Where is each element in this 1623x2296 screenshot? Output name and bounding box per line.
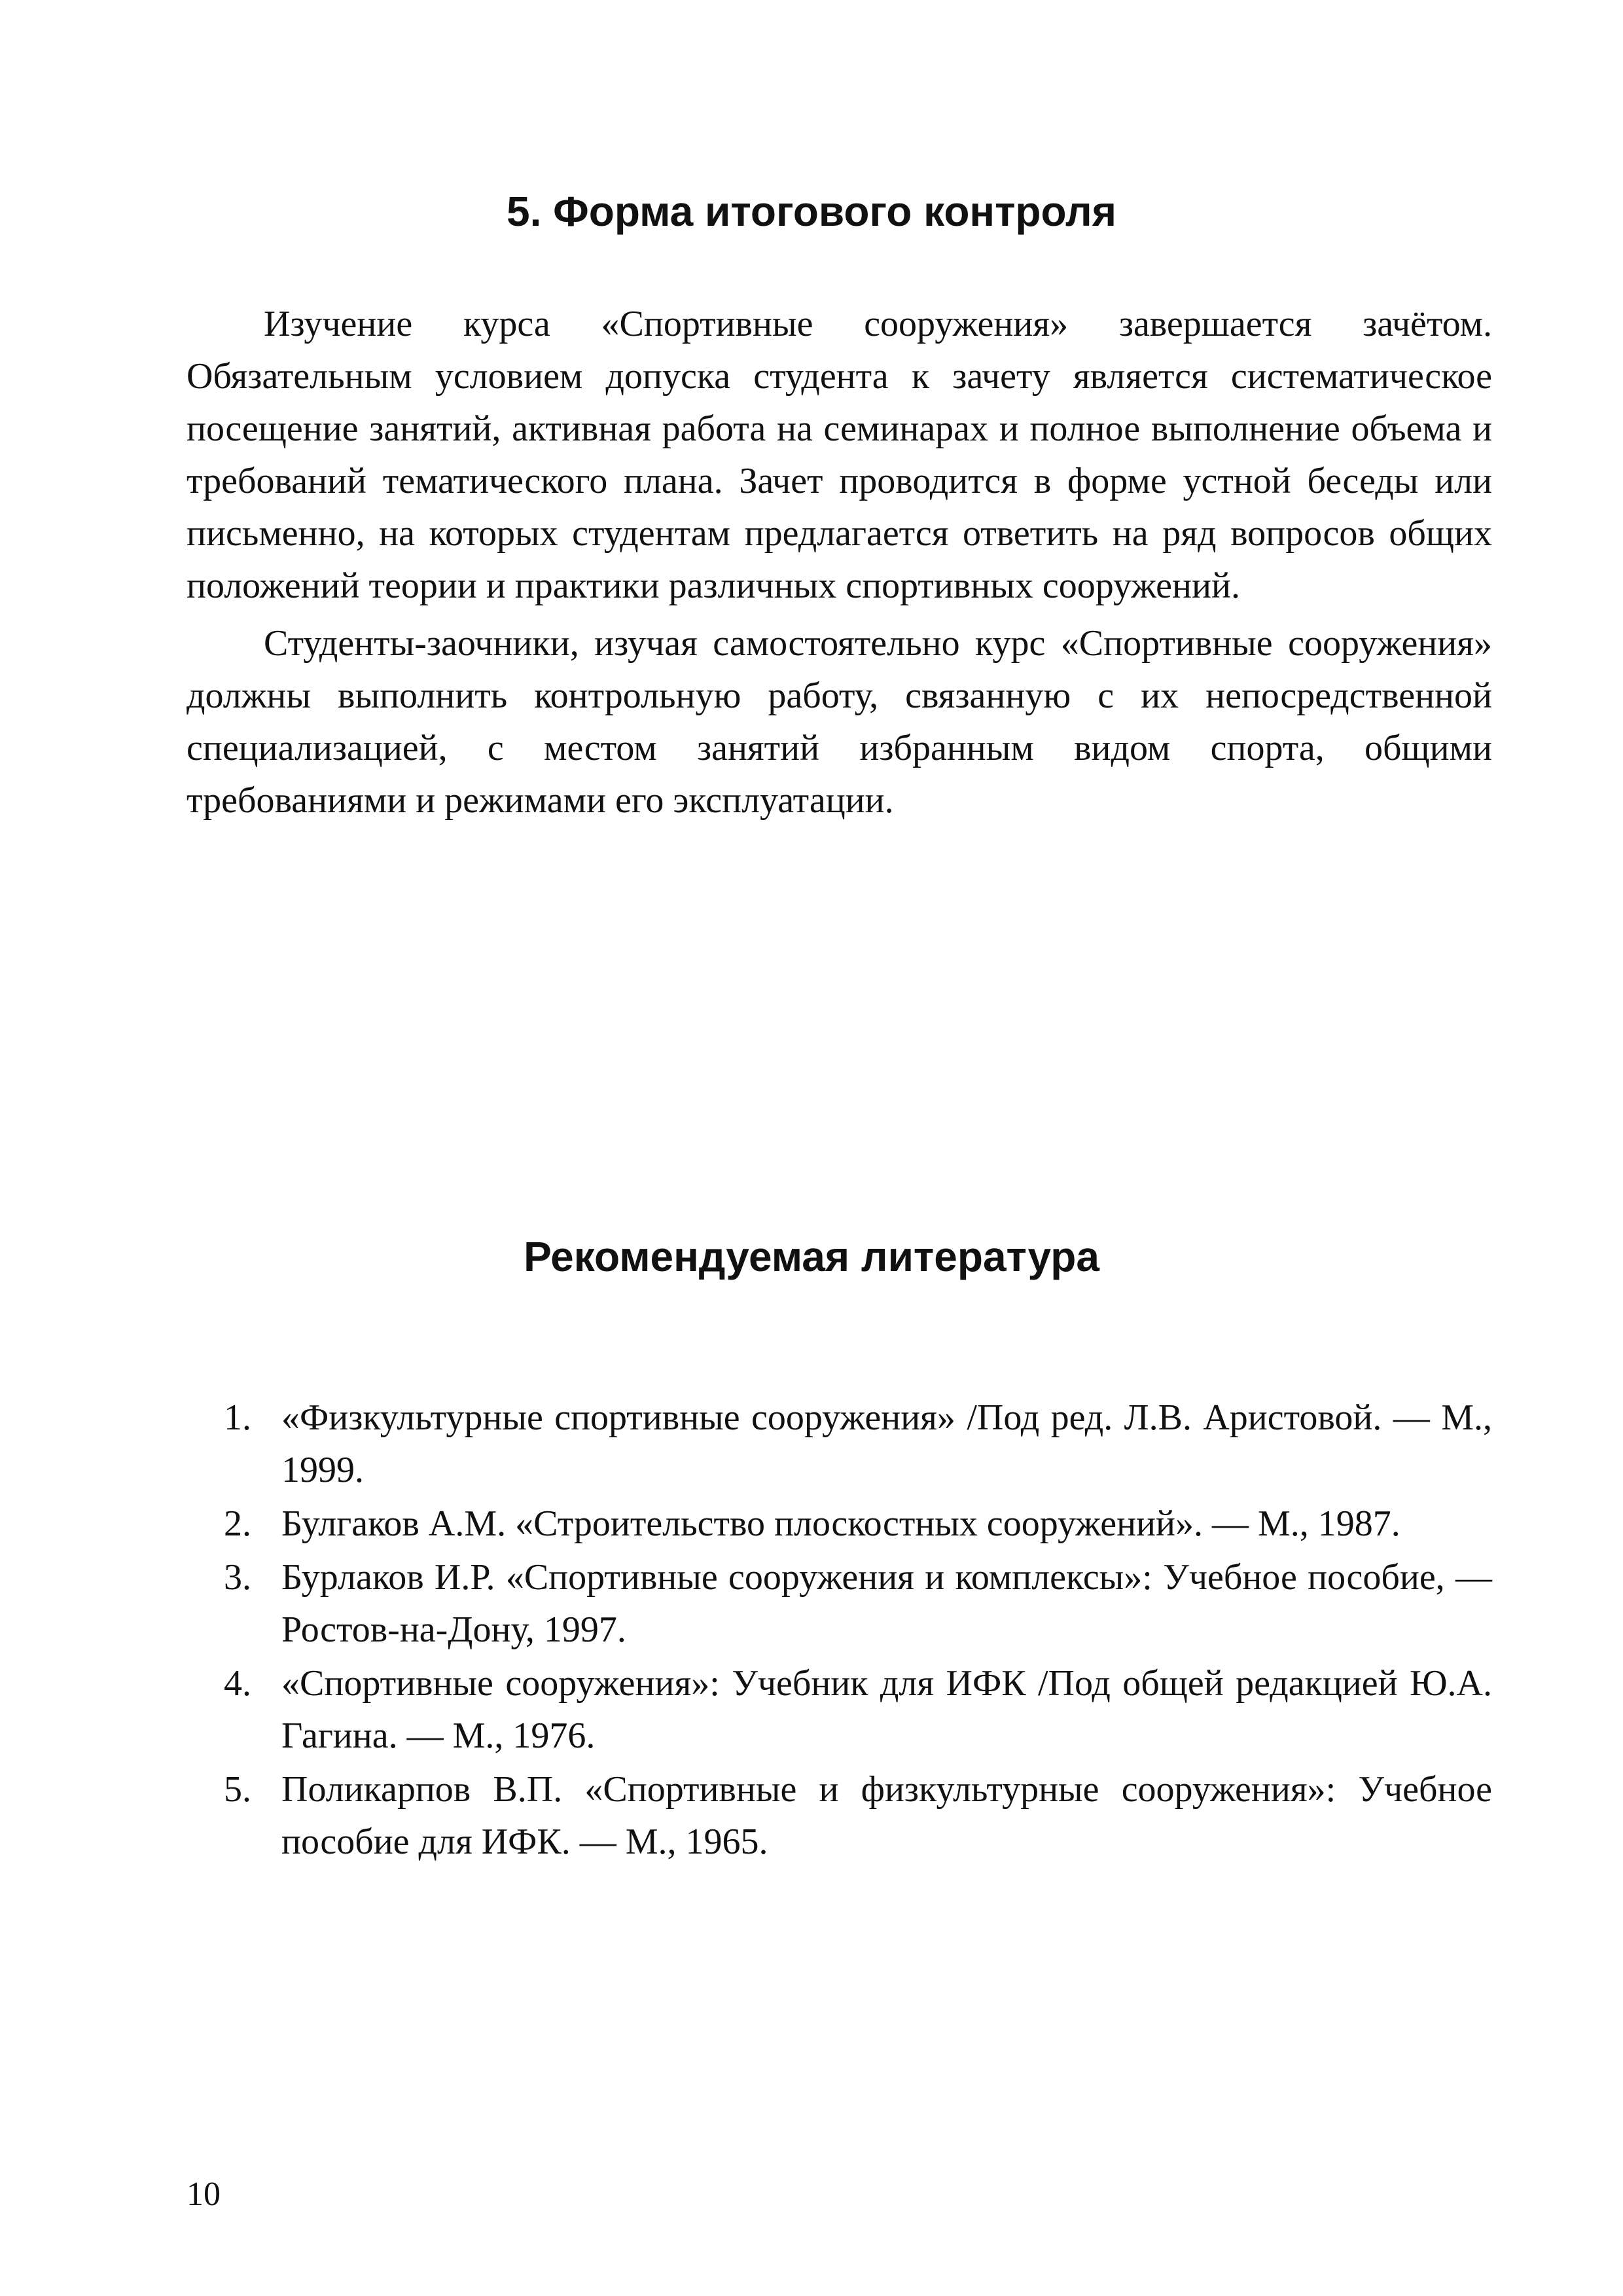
page-number: 10	[187, 2176, 221, 2213]
literature-item-number: 3.	[224, 1557, 251, 1598]
literature-list	[187, 1391, 1492, 1869]
literature-heading: Рекомендуемая литература	[524, 1233, 1099, 1280]
literature-item-number: 4.	[224, 1663, 251, 1704]
literature-item-text: «Физкультурные спортивные сооружения» /Под ред. Л.В. Аристовой. — М., 1999.	[281, 1397, 1492, 1490]
literature-item	[187, 1763, 1492, 1868]
literature-item-text: Поликарпов В.П. «Спортивные и физкультурные сооружения»: Учебное пособие для ИФК. — М., 1965.	[281, 1769, 1492, 1862]
literature-item-number: 1.	[224, 1397, 251, 1438]
literature-item-text: Булгаков А.М. «Строительство плоскостных сооружений». — М., 1987.	[281, 1503, 1400, 1544]
section-heading: 5. Форма итогового контроля	[507, 188, 1116, 235]
literature-item-number: 5.	[224, 1769, 251, 1810]
literature-item-text: Бурлаков И.Р. «Спортивные сооружения и комплексы»: Учебное пособие, — Ростов-на-Дону, 1997.	[281, 1557, 1492, 1650]
literature-item-text: «Спортивные сооружения»: Учебник для ИФК /Под общей редакцией Ю.А. Гагина. — М., 1976.	[281, 1663, 1492, 1756]
literature-item	[187, 1391, 1492, 1496]
literature-item	[187, 1657, 1492, 1762]
section-body	[187, 298, 1492, 827]
literature-item-number: 2.	[224, 1503, 251, 1544]
literature-item	[187, 1551, 1492, 1656]
literature-item	[187, 1498, 1492, 1550]
paragraph-course-completion: Изучение курса «Спортивные сооружения» завершается зачётом. Обязательным условием допуска студента к зачету является систематическое посещение занятий, активная работа на семинарах и полное выполнение объема и требований тематического плана. Зачет проводится в форме устной беседы или письменно, на которых студентам предлагается ответить на ряд вопросов общих положений теории и практики различных спортивных сооружений.	[187, 304, 1492, 606]
paragraph-correspondence-students: Студенты-заочники, изучая самостоятельно курс «Спортивные сооружения» должны выполнить контрольную работу, связанную с их непосредственной специализацией, с местом занятий избранным видом спорта, общими требованиями и режимами его эксплуатации.	[187, 623, 1492, 821]
